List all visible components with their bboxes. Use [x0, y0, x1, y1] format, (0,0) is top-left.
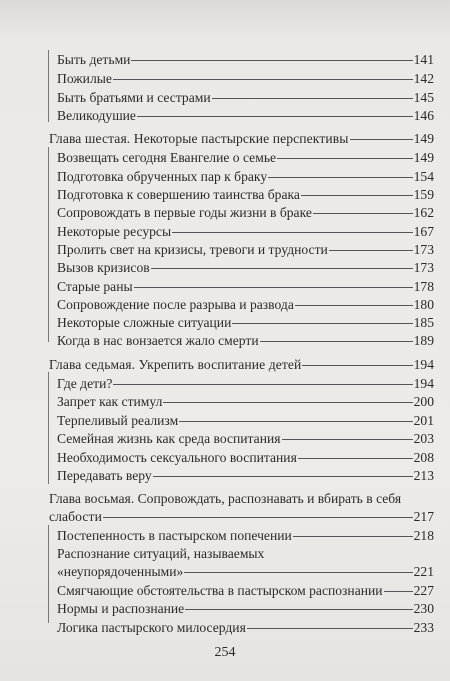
toc-leader-line [384, 591, 413, 592]
toc-entry-title: Подготовка обрученных пар к браку [57, 169, 268, 184]
toc-leader-line [134, 287, 413, 288]
toc-page-number: 217 [413, 509, 434, 524]
toc-entry [57, 259, 434, 276]
toc-entry-title: Пожилые [57, 71, 112, 86]
toc-entry-title: Великодушие [57, 108, 136, 123]
toc-leader-line [293, 536, 413, 537]
toc-entry [57, 430, 434, 447]
toc-page-number: 173 [413, 260, 434, 275]
toc-chapter-title: Глава седьмая. Укрепить воспитание детей [49, 357, 302, 372]
toc-page-number: 159 [413, 187, 434, 202]
toc-page-number: 154 [413, 169, 434, 184]
toc-entry [57, 563, 434, 580]
toc-leader-line [137, 116, 413, 117]
toc-chapter-entry [49, 130, 434, 147]
toc-leader-line [153, 476, 413, 477]
toc-entry-title: Возвещать сегодня Евангелие о семье [57, 150, 277, 165]
toc-entry-title: Быть детьми [57, 52, 131, 67]
toc-page-number: 221 [413, 564, 434, 579]
toc-page-number: 142 [413, 71, 434, 86]
toc-entry [57, 619, 434, 636]
toc-entry [57, 204, 434, 221]
toc-leader-line [184, 572, 412, 573]
toc-page-number: 145 [413, 90, 434, 105]
toc-chapter-title: слабости [49, 509, 102, 524]
toc-entry [57, 89, 434, 106]
toc-entry-title: «неупорядоченными» [57, 564, 184, 579]
toc-page-number: 141 [413, 52, 434, 67]
section-divider [48, 147, 49, 342]
toc-entry [57, 168, 434, 185]
toc-leader-line [301, 195, 413, 196]
toc-page-number: 178 [413, 279, 434, 294]
toc-leader-line [172, 232, 413, 233]
toc-entry [57, 149, 434, 166]
toc-entry [57, 314, 434, 331]
toc-leader-line [232, 323, 412, 324]
toc-entry [57, 582, 434, 599]
section-divider [48, 372, 49, 484]
toc-entry [57, 527, 434, 544]
toc-entry-title: Старые раны [57, 279, 133, 294]
toc-leader-line [329, 250, 413, 251]
toc-leader-line [282, 439, 413, 440]
toc-page-number: 189 [413, 333, 434, 348]
toc-page-number: 230 [413, 601, 434, 616]
toc-entry [57, 241, 434, 258]
toc-leader-line [179, 421, 412, 422]
toc-entry [57, 375, 434, 392]
toc-entry-title: Быть братьями и сестрами [57, 90, 211, 105]
toc-leader-line [113, 79, 413, 80]
toc-entry-title: Терпеливый реализм [57, 413, 179, 428]
toc-page-number: 146 [413, 108, 434, 123]
toc-entry-title: Сопровождать в первые годы жизни в браке [57, 205, 312, 220]
toc-page-number: 194 [413, 357, 434, 372]
toc-leader-line [103, 517, 413, 518]
toc-entry [57, 107, 434, 124]
toc-entry [57, 449, 434, 466]
toc-entry [57, 600, 434, 617]
toc-page-number: 149 [413, 150, 434, 165]
toc-entry [57, 393, 434, 410]
toc-entry [57, 296, 434, 313]
toc-entry [57, 51, 434, 68]
toc-entry-title: Запрет как стимул [57, 394, 163, 409]
toc-leader-line [131, 60, 412, 61]
toc-leader-line [277, 158, 413, 159]
toc-page-number: 167 [413, 224, 434, 239]
toc-entry-title: Пролить свет на кризисы, тревоги и трудности [57, 242, 328, 257]
toc-chapter-title: Глава шестая. Некоторые пастырские перспективы [49, 131, 349, 146]
toc-leader-line [302, 365, 412, 366]
toc-entry-title: Когда в нас вонзается жало смерти [57, 333, 259, 348]
toc-entry-title: Постепенность в пастырском попечении [57, 528, 292, 543]
toc-page-number: 218 [413, 528, 434, 543]
toc-page-number: 173 [413, 242, 434, 257]
toc-page-number: 201 [413, 413, 434, 428]
toc-leader-line [268, 177, 412, 178]
toc-leader-line [113, 384, 412, 385]
toc-entry [57, 70, 434, 87]
toc-entry [57, 412, 434, 429]
toc-page-number: 208 [413, 450, 434, 465]
toc-entry-title: Смягчающие обстоятельства в пастырском распознании [57, 583, 383, 598]
toc-entry-title: Сопровождение после разрыва и развода [57, 297, 294, 312]
toc-page-number: 227 [413, 583, 434, 598]
toc-page-number: 185 [413, 315, 434, 330]
toc-page-number: 213 [413, 468, 434, 483]
toc-entry [57, 223, 434, 240]
toc-entry [57, 467, 434, 484]
toc-leader-line [313, 213, 413, 214]
toc-page-number: 194 [413, 376, 434, 391]
toc-chapter-entry [49, 356, 434, 373]
toc-entry-title: Необходимость сексуального воспитания [57, 450, 297, 465]
toc-page-number: 203 [413, 431, 434, 446]
toc-page-number: 149 [413, 131, 434, 146]
toc-chapter-entry [49, 508, 434, 525]
toc-page-number: 233 [413, 620, 434, 635]
toc-entry-title: Передавать веру [57, 468, 152, 483]
toc-leader-line [350, 139, 413, 140]
toc-entry-title: Подготовка к совершению таинства брака [57, 187, 300, 202]
toc-entry-title: Логика пастырского милосердия [57, 620, 246, 635]
toc-entry-title: Где дети? [57, 376, 113, 391]
section-divider [48, 525, 49, 623]
toc-leader-line [295, 305, 413, 306]
toc-entry-title-line: Распознание ситуаций, называемых [57, 546, 265, 561]
toc-entry-title: Некоторые ресурсы [57, 224, 172, 239]
toc-page-number: 200 [413, 394, 434, 409]
toc-entry-title: Нормы и распознание [57, 601, 185, 616]
toc-leader-line [151, 268, 413, 269]
toc-leader-line [212, 98, 413, 99]
toc-page-number: 180 [413, 297, 434, 312]
toc-leader-line [185, 609, 412, 610]
toc-entry-title: Вызов кризисов [57, 260, 150, 275]
page-number-footer: 254 [214, 645, 236, 660]
toc-chapter-title-line: Глава восьмая. Сопровождать, распознавать и вбирать в себя [49, 491, 402, 506]
toc-entry-title: Семейная жизнь как среда воспитания [57, 431, 281, 446]
toc-leader-line [260, 341, 413, 342]
toc-entry-title: Некоторые сложные ситуации [57, 315, 232, 330]
toc-leader-line [298, 458, 413, 459]
toc-leader-line [247, 628, 413, 629]
toc-entry [57, 332, 434, 349]
toc-entry [57, 186, 434, 203]
section-divider [48, 50, 49, 122]
toc-entry [57, 278, 434, 295]
toc-leader-line [163, 402, 412, 403]
toc-page-number: 162 [413, 205, 434, 220]
